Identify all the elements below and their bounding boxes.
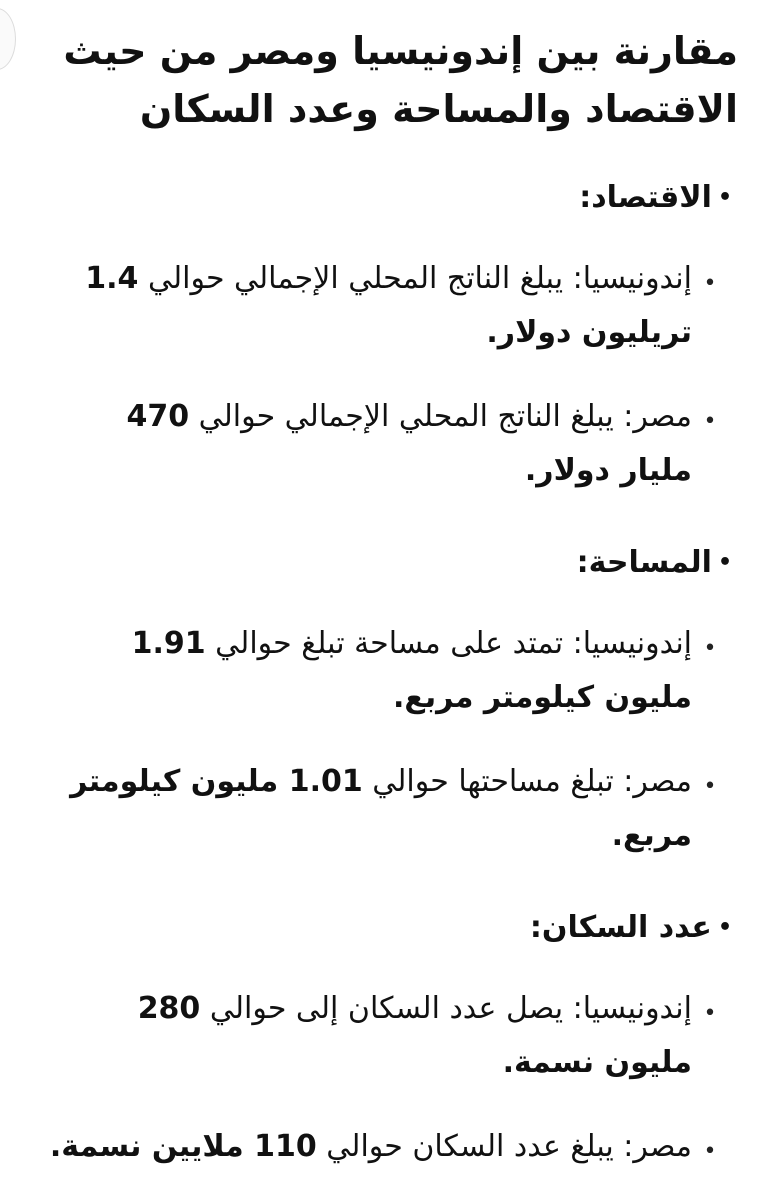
item-list — [40, 617, 738, 863]
item-plain-text: مصر: يبلغ الناتج المحلي الإجمالي حوالي — [189, 399, 692, 434]
bullet-dot-icon: • — [703, 636, 717, 661]
item-bold-value: 1.91 مليون كيلومتر مربع — [131, 626, 692, 715]
item-plain-text: إندونيسيا: تمتد على مساحة تبلغ حوالي — [205, 626, 692, 661]
item-plain-text: مصر: يبلغ عدد السكان حوالي — [316, 1129, 692, 1164]
section-heading — [40, 908, 732, 948]
bullet-dot-icon: • — [717, 550, 732, 575]
section-heading-label: الاقتصاد: — [579, 180, 712, 215]
item-list — [40, 252, 738, 498]
item-plain-text: إندونيسيا: يبلغ الناتج المحلي الإجمالي حوالي — [138, 261, 692, 296]
item-plain-text: مصر: تبلغ مساحتها حوالي — [362, 764, 692, 799]
item-bold-value: 1.01 مليون كيلومتر مربع — [70, 764, 692, 853]
list-item — [40, 1120, 728, 1184]
item-bold-value: 1.4 تريليون دولار — [85, 261, 692, 350]
list-item-text — [40, 1120, 692, 1174]
item-bold-value: 110 ملايين نسمة — [61, 1129, 317, 1164]
item-period: . — [524, 453, 537, 488]
bullet-dot-icon: • — [703, 1139, 717, 1164]
item-bold-value: 280 مليون نسمة — [137, 991, 692, 1080]
section-area — [40, 543, 738, 863]
bullet-dot-icon: • — [703, 409, 717, 434]
bullet-dot-icon: • — [703, 271, 717, 296]
item-plain-text: إندونيسيا: يصل عدد السكان إلى حوالي — [200, 991, 692, 1026]
list-item-text — [40, 252, 692, 360]
bullet-dot-icon: • — [703, 774, 717, 799]
list-item-text — [40, 617, 692, 725]
list-item — [40, 982, 728, 1090]
item-list — [40, 982, 738, 1184]
list-item-text — [40, 982, 692, 1090]
list-item — [40, 390, 728, 498]
list-item-text — [40, 390, 692, 498]
list-item-text — [40, 755, 692, 863]
bullet-dot-icon: • — [717, 915, 732, 940]
item-period: . — [393, 680, 405, 715]
section-heading-label: عدد السكان: — [529, 910, 712, 945]
section-heading-label: المساحة: — [576, 545, 712, 580]
section-heading — [40, 178, 732, 218]
bullet-dot-icon: • — [703, 1001, 717, 1026]
list-item — [40, 252, 728, 360]
page-title: مقارنة بين إندونيسيا ومصر من حيث الاقتصاد والمساحة وعدد السكان — [63, 29, 738, 131]
item-period: . — [486, 315, 498, 350]
item-period: . — [49, 1129, 62, 1164]
item-period: . — [611, 818, 623, 853]
item-bold-value: 470 مليار دولار — [126, 399, 692, 488]
section-economy — [40, 178, 738, 498]
section-heading — [40, 543, 732, 583]
item-period: . — [502, 1045, 514, 1080]
list-item — [40, 617, 728, 725]
bullet-dot-icon: • — [717, 185, 732, 210]
section-population — [40, 908, 738, 1184]
list-item — [40, 755, 728, 863]
